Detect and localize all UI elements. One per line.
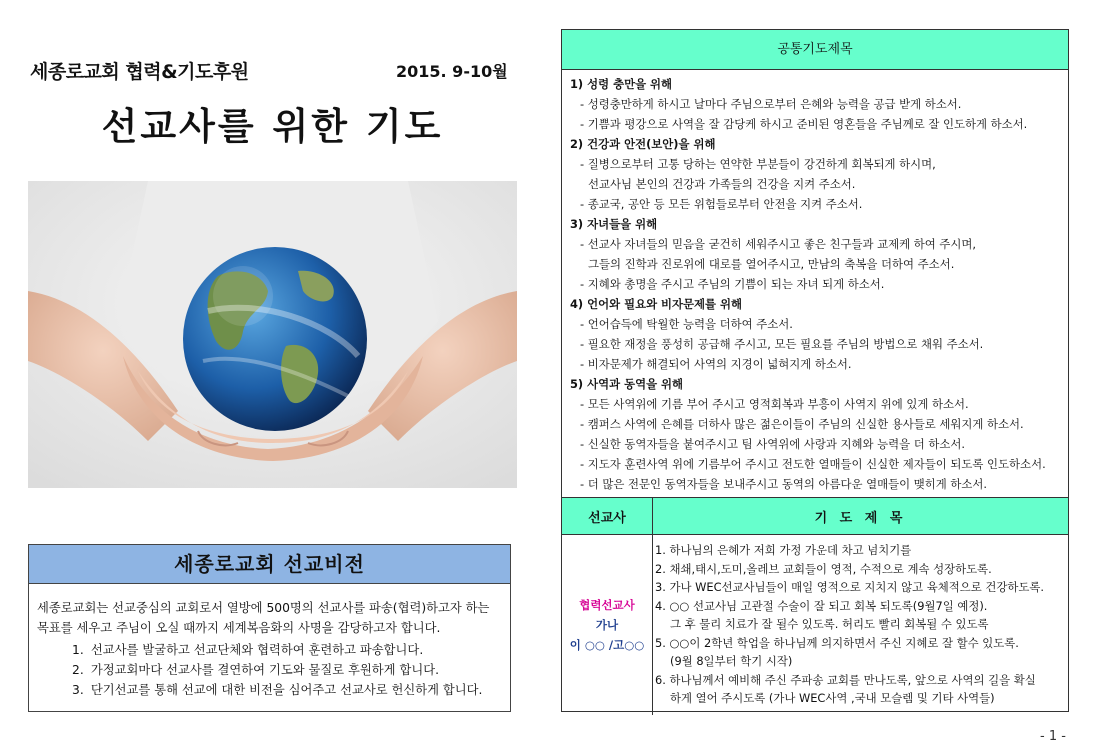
mission-vision-box [28, 544, 511, 712]
topic-line: - 지도자 훈련사역 위에 기름부어 주시고 전도한 열매들이 신실한 제자들이 되도록 인도하소서. [580, 457, 1046, 471]
topic-line: - 캠퍼스 사역에 은혜를 더하사 많은 젊은이들이 주님의 신실한 용사들로 세워지게 하소서. [580, 417, 1024, 431]
topic-line: - 선교사 자녀들의 믿음을 굳건히 세워주시고 좋은 친구들과 교제케 하여 주시며, [580, 237, 977, 251]
main-title: 선교사를 위한 기도 [101, 105, 444, 148]
topic-line: - 더 많은 전문인 동역자들을 보내주시고 동역의 아름다운 열매들이 맺히게 하소서. [580, 477, 988, 491]
vision-item [72, 640, 510, 660]
topic-title: 5) 사역과 동역을 위해 [570, 377, 684, 391]
missionary-prayer-table [562, 497, 1068, 715]
topic-line: - 언어습득에 탁월한 능력을 더하여 주소서. [580, 317, 793, 331]
topic-title: 1) 성령 충만을 위해 [570, 77, 673, 91]
prayer-topics-column-header: 기 도 제 목 [653, 498, 1069, 535]
table-header-row [562, 498, 1068, 535]
topic-title: 2) 건강과 안전(보안)을 위해 [570, 137, 716, 151]
missionary-prayer-line: 5. ○○이 2학년 학업을 하나님께 의지하면서 주신 지혜로 잘 할수 있도록. [655, 635, 1019, 650]
missionary-name-cell [562, 535, 653, 716]
topic-line: - 신실한 동역자들을 붙여주시고 팀 사역위에 사랑과 지혜와 능력을 더 하소서. [580, 437, 966, 451]
vision-item-text: 선교사를 발굴하고 선교단체와 협력하여 훈련하고 파송합니다. [90, 643, 424, 657]
topic-line: - 비자문제가 해결되어 사역의 지경이 넓혀지게 하소서. [580, 357, 852, 371]
topic-line: - 질병으로부터 고통 당하는 연약한 부분들이 강건하게 회복되게 하시며, [580, 157, 936, 171]
prayer-topics-panel [561, 29, 1069, 712]
church-title: 세종로교회 협력&기도후원 [30, 61, 249, 83]
missionary-prayer-line: 4. ○○ 선교사님 고관절 수술이 잘 되고 회복 되도록(9월7일 예정). [655, 598, 988, 613]
topic-title: 3) 자녀들을 위해 [570, 217, 658, 231]
table-row [562, 535, 1068, 716]
topic-line: 그들의 진학과 진로위에 대로를 열어주시고, 만남의 축복을 더하여 주소서. [588, 257, 955, 271]
vision-item-number: 3. [72, 683, 84, 697]
topic-line: - 종교국, 공안 등 모든 위험들로부터 안전을 지켜 주소서. [580, 197, 863, 211]
vision-item-number: 1. [72, 643, 84, 657]
issue-date: 2015. 9-10월 [396, 62, 508, 81]
page-number: - 1 - [1040, 729, 1066, 744]
mission-vision-title: 세종로교회 선교비전 [29, 545, 510, 584]
topic-line: - 지혜와 총명을 주시고 주님의 기쁨이 되는 자녀 되게 하소서. [580, 277, 885, 291]
vision-item-text: 단기선교를 통해 선교에 대한 비전을 심어주고 선교사로 헌신하게 합니다. [90, 683, 483, 697]
topic-line: - 필요한 재정을 풍성히 공급해 주시고, 모든 필요를 주님의 방법으로 채워 주소서. [580, 337, 984, 351]
topic-line: 선교사님 본인의 건강과 가족들의 건강을 지켜 주소서. [588, 177, 856, 191]
missionary-prayer-line: (9월 8일부터 학기 시작) [670, 654, 793, 668]
mission-vision-intro: 세종로교회는 선교중심의 교회로서 열방에 500명의 선교사를 파송(협력)하고자 하는 목표를 세우고 주님이 오실 때까지 세계복음화의 사명을 감당하고자 합니다. [37, 601, 490, 635]
missionary-prayer-line: 2. 채쇄,태시,도미,올레브 교회들이 영적, 수적으로 계속 성장하도록. [655, 561, 992, 576]
topic-line: - 모든 사역위에 기름 부어 주시고 영적회복과 부흥이 사역지 위에 있게 하소서. [580, 397, 969, 411]
topic-line: - 기쁨과 평강으로 사역을 잘 감당케 하시고 준비된 영혼들을 주님께로 잘 인도하게 하소서. [580, 117, 1028, 131]
missionary-prayer-line: 1. 하나님의 은혜가 저희 가정 가운데 차고 넘치기를 [655, 543, 912, 557]
missionary-type: 협력선교사 [579, 598, 635, 612]
missionary-column-header: 선교사 [562, 498, 653, 535]
mission-vision-list [29, 640, 510, 700]
missionary-names: 이 ○○ /고○○ [569, 638, 645, 652]
vision-item-number: 2. [72, 663, 84, 677]
missionary-prayer-line: 그 후 물리 치료가 잘 될수 있도록. 허리도 빨리 회복될 수 있도록 [670, 617, 989, 631]
common-prayer-header: 공통기도제목 [562, 30, 1068, 70]
missionary-prayer-list [653, 535, 1069, 716]
topic-line: - 성령충만하게 하시고 날마다 주님으로부터 은혜와 능력을 공급 받게 하소서. [580, 97, 962, 111]
missionary-country: 가나 [595, 618, 619, 632]
vision-item-text: 가정교회마다 선교사를 결연하여 기도와 물질로 후원하게 합니다. [90, 663, 440, 677]
topic-title: 4) 언어와 필요와 비자문제를 위해 [570, 297, 743, 311]
vision-item [72, 680, 510, 700]
common-prayer-list [562, 70, 1068, 494]
globe-in-hands-image [28, 181, 517, 488]
missionary-prayer-line: 하게 열어 주시도록 (가나 WEC사역 ,국내 모슬렘 및 기타 사역들) [670, 691, 995, 705]
missionary-prayer-line: 6. 하나님께서 예비해 주신 주파송 교회를 만나도록, 앞으로 사역의 길을 확실 [655, 672, 1036, 687]
vision-item [72, 660, 510, 680]
missionary-prayer-line: 3. 가나 WEC선교사님들이 매일 영적으로 지치지 않고 육체적으로 건강하도록. [655, 580, 1044, 594]
